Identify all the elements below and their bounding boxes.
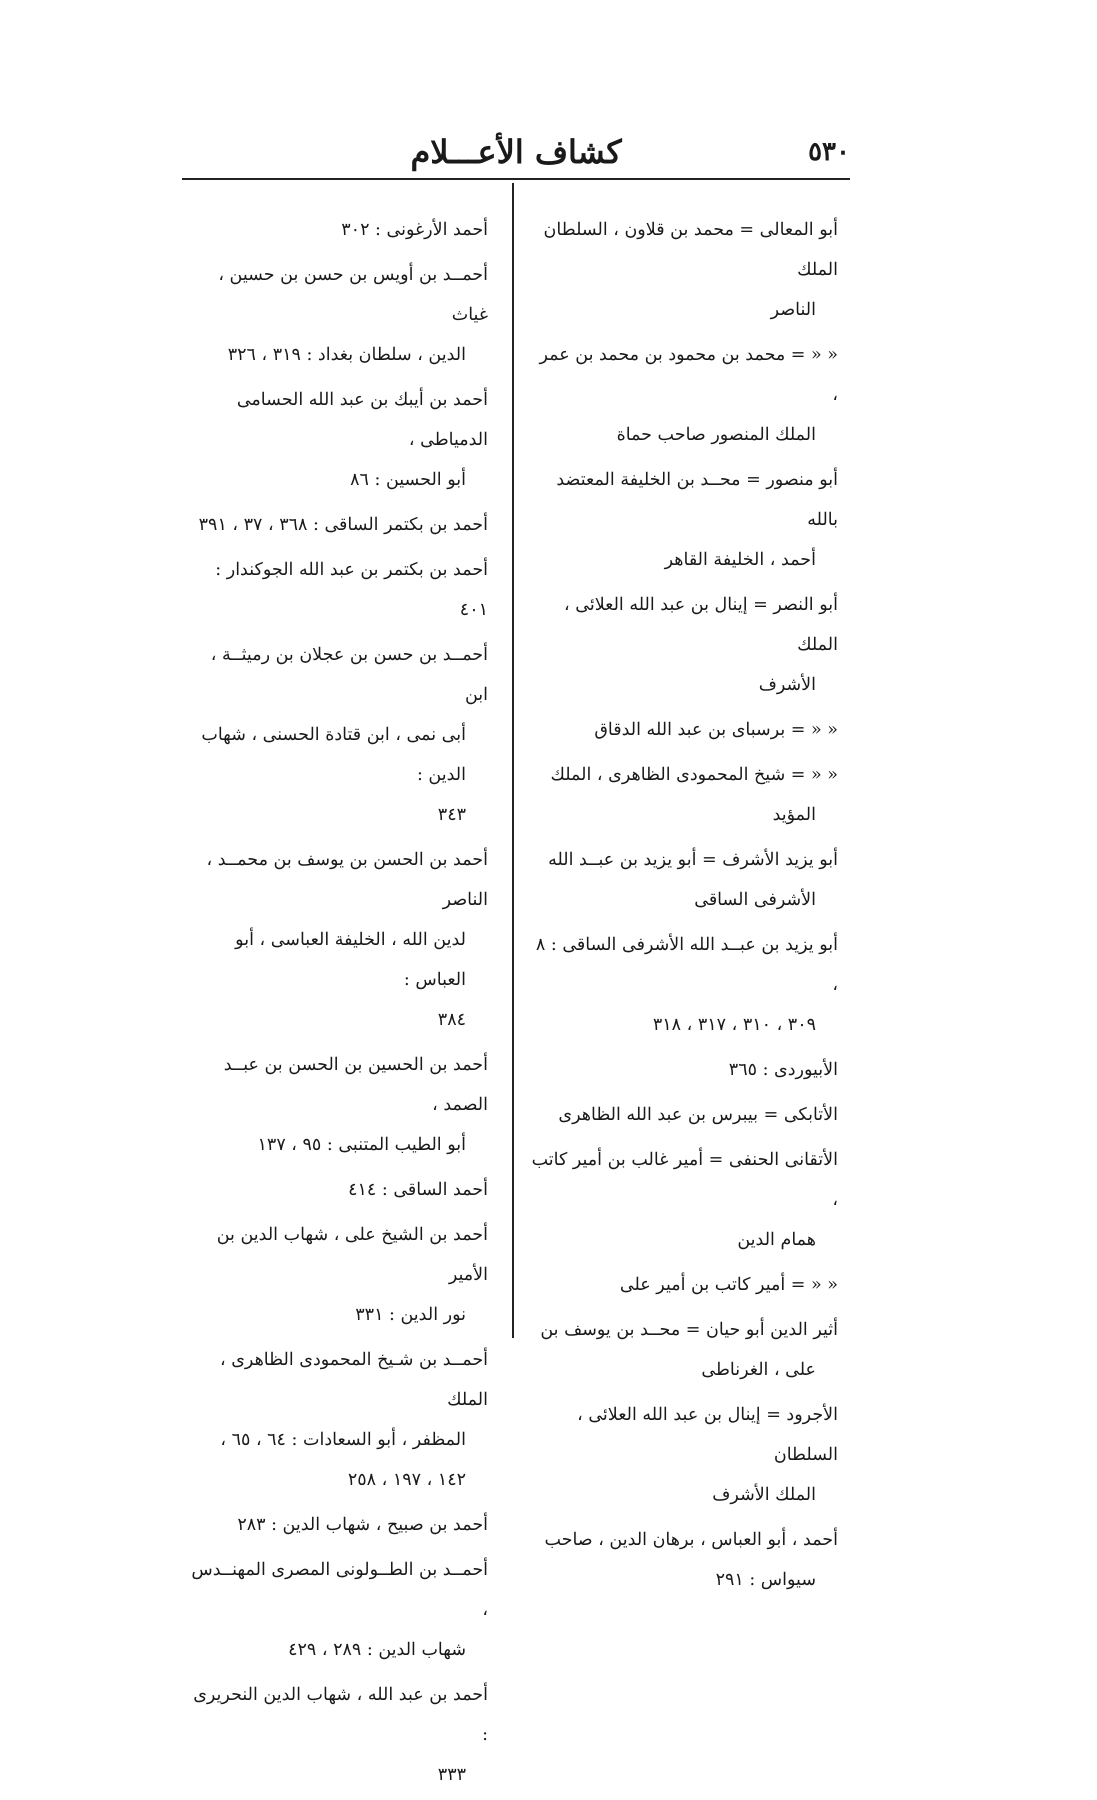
entry-continuation-line: الأشرف [758,675,816,695]
index-entry [530,710,838,750]
entry-line: أحمد الأرغونى : ٣٠٢ [341,220,488,240]
entry-line: الأجرود = إينال بن عبد الله العلائى ، السلطان [577,1405,838,1465]
entry-line: أحمد بن بكتمر بن عبد الله الجوكندار : ٤٠١ [215,560,488,620]
entry-continuation-line: ١٤٢ ، ١٩٧ ، ٢٥٨ [347,1470,466,1490]
entry-continuation-line: المؤيد [772,805,816,825]
index-entry [530,1395,838,1515]
index-entry [530,585,838,705]
entry-continuation-line: الأشرفى الساقى [694,890,816,910]
entry-continuation-line: على ، الغرناطى [701,1360,816,1380]
entry-continuation-line: الملك المنصور صاحب حماة [616,425,816,445]
entry-continuation-line: الملك الأشرف [712,1485,816,1505]
entry-continuation-line: شهاب الدين : ٢٨٩ ، ٤٢٩ [288,1640,466,1660]
index-entry [530,1310,838,1390]
index-entry [190,1215,488,1335]
entry-continuation-line: الدين ، سلطان بغداد : ٣١٩ ، ٣٢٦ [227,345,466,365]
page-number: ٥٣٠ [808,137,850,167]
entry-line: أحمد بن الشيخ على ، شهاب الدين بن الأمير [216,1225,488,1285]
index-entry [530,755,838,835]
index-entry [530,840,838,920]
index-entry [190,505,488,545]
index-entry [530,210,838,330]
entry-line: أحمد بن بكتمر الساقى : ٣٦٨ ، ٣٧ ، ٣٩١ [198,515,488,535]
index-entry [190,550,488,630]
index-entry [530,1095,838,1135]
index-entry [190,635,488,835]
page-header [182,125,850,177]
page-title: كشاف الأعـــلام [410,133,622,171]
entry-line: أحمد بن أيبك بن عبد الله الحسامى الدمياطى ، [236,390,488,450]
entry-line: « « = شيخ المحمودى الظاهرى ، الملك [550,765,838,785]
index-column-left [190,210,488,1800]
entry-continuation-line: أحمد ، الخليفة القاهر [664,550,816,570]
entry-continuation-line: سيواس : ٢٩١ [715,1570,816,1590]
entry-line: أبو منصور = محــد بن الخليفة المعتضد بالله [556,470,838,530]
entry-continuation-line: المظفر ، أبو السعادات : ٦٤ ، ٦٥ ، [220,1430,466,1450]
entry-line: أثير الدين أبو حيان = محــد بن يوسف بن [540,1320,838,1340]
index-entry [190,1550,488,1670]
index-entry [530,460,838,580]
index-entry [190,210,488,250]
entry-line: أبو يزيد بن عبــد الله الأشرفى الساقى : ٨ ، [535,935,838,995]
entry-line: أحمــد بن حسن بن عجلان بن رميثــة ، ابن [210,645,488,705]
entry-line: أحمد بن عبد الله ، شهاب الدين النحريرى : [193,1685,488,1745]
entry-continuation-line: ٣٨٤ [437,1010,466,1030]
index-entry [190,1675,488,1795]
index-entry [190,1170,488,1210]
entry-continuation-line: نور الدين : ٣٣١ [355,1305,466,1325]
entry-line: الأتقانى الحنفى = أمير غالب بن أمير كاتب ، [531,1150,838,1210]
entry-line: أحمد ، أبو العباس ، برهان الدين ، صاحب [544,1530,838,1550]
entry-continuation-line: ٣٠٩ ، ٣١٠ ، ٣١٧ ، ٣١٨ [652,1015,816,1035]
entry-line: أحمــد بن أويس بن حسن بن حسين ، غياث [218,265,488,325]
index-entry [190,840,488,1040]
entry-line: الأتابكى = بيبرس بن عبد الله الظاهرى [558,1105,838,1125]
index-entry [530,335,838,455]
entry-line: أبو النصر = إينال بن عبد الله العلائى ، الملك [564,595,838,655]
entry-continuation-line: ٣٤٣ [437,805,466,825]
index-entry [190,1505,488,1545]
entry-line: أحمد بن الحسن بن يوسف بن محمــد ، الناصر [206,850,488,910]
entry-line: أحمــد بن الطــولونى المصرى المهنــدس ، [191,1560,488,1620]
entry-line: « « = محمد بن محمود بن محمد بن عمر ، [539,345,838,405]
entry-line: « « = برسباى بن عبد الله الدقاق [594,720,838,740]
entry-continuation-line: لدين الله ، الخليفة العباسى ، أبو العباس : [235,930,466,990]
entry-line: أحمد الساقى : ٤١٤ [348,1180,488,1200]
index-entry [530,1140,838,1260]
entry-line: أحمد بن الحسين بن الحسن بن عبــد الصمد ، [223,1055,488,1115]
index-entry [190,255,488,375]
index-entry [530,1520,838,1600]
index-entry [530,1050,838,1090]
index-entry [530,925,838,1045]
header-rule [182,178,850,180]
entry-continuation-line: همام الدين [737,1230,816,1250]
entry-continuation-line: أبى نمى ، ابن قتادة الحسنى ، شهاب الدين : [201,725,466,785]
index-entry [190,1045,488,1165]
entry-line: أبو المعالى = محمد بن قلاون ، السلطان الملك [543,220,838,280]
index-entry [530,1265,838,1305]
column-divider [512,183,514,1338]
index-column-right [530,210,838,1605]
entry-line: أحمــد بن شـيخ المحمودى الظاهرى ، الملك [220,1350,488,1410]
index-entry [190,1340,488,1500]
entry-line: أبو يزيد الأشرف = أبو يزيد بن عبــد الله [548,850,838,870]
entry-line: الأبيوردى : ٣٦٥ [728,1060,838,1080]
entry-line: أحمد بن صبيح ، شهاب الدين : ٢٨٣ [237,1515,488,1535]
index-entry [190,380,488,500]
entry-continuation-line: ٣٣٣ [437,1765,466,1785]
entry-line: « « = أمير كاتب بن أمير على [619,1275,838,1295]
entry-continuation-line: أبو الحسين : ٨٦ [350,470,466,490]
entry-continuation-line: الناصر [770,300,816,320]
entry-continuation-line: أبو الطيب المتنبى : ٩٥ ، ١٣٧ [257,1135,466,1155]
